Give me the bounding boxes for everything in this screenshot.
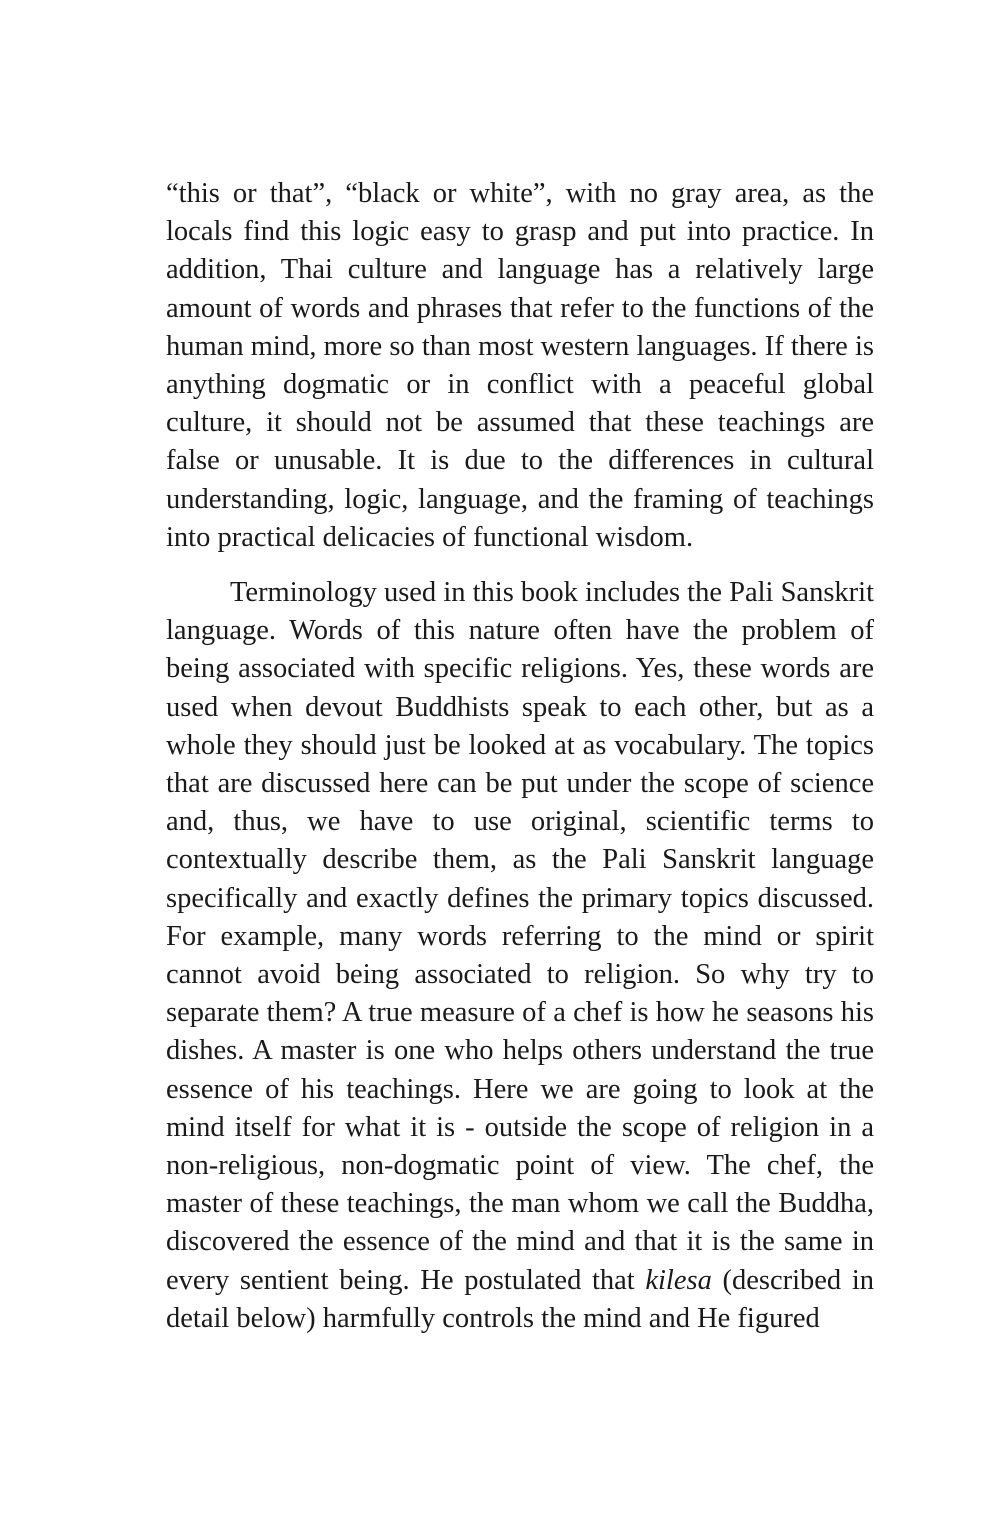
paragraph-2 <box>166 574 874 1338</box>
body-text <box>166 175 874 1338</box>
paragraph-2-text-end: (described in detail below) harmfully controls the mind and He figured <box>166 1264 874 1334</box>
paragraph-1-text: “this or that”, “black or white”, with no gray area, as the locals find this logic easy to grasp and put into practice. In addition, Thai culture and language has a relatively large amount of words and phrases that refer to the functions of the human mind, more so than most western languages. If there is anything dogmatic or in conflict with a peaceful global culture, it should not be assumed that these teachings are false or unusable. It is due to the differences in cultural understanding, logic, language, and the framing of teachings into practical delicacies of functional wisdom. <box>166 178 874 553</box>
paragraph-2-italic-term: kilesa <box>645 1264 712 1296</box>
paragraph-1 <box>166 175 874 557</box>
paragraph-2-text-start: Terminology used in this book includes the Pali Sanskrit language. Words of this nature often have the problem of being associated with specific religions. Yes, these words are used when devout Buddhists speak to each other, but as a whole they should just be looked at as vocabulary. The topics that are discussed here can be put under the scope of science and, thus, we have to use original, scientific terms to contextually describe them, as the Pali Sanskrit language specifically and exactly defines the primary topics discussed. For example, many words referring to the mind or spirit cannot avoid being associated to religion. So why try to separate them? A true measure of a chef is how he seasons his dishes. A master is one who helps others understand the true essence of his teachings. Here we are going to look at the mind itself for what it is - outside the scope of religion in a non-religious, non-dogmatic point of view. The chef, the master of these teachings, the man whom we call the Buddha, discovered the essence of the mind and that it is the same in every sentient being. He postulated that <box>166 577 874 1296</box>
